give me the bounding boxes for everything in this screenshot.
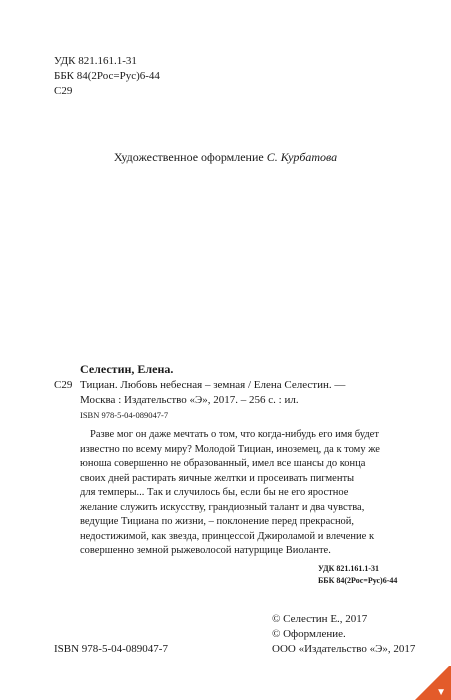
author-heading: Селестин, Елена. [80,362,174,376]
annotation-line: для темперы... Так и случилось бы, если бы не его яростное [80,487,349,498]
annotation-line: совершенно земной рыжеволосой натурщице Виоланте. [80,545,331,556]
bib-line-1: Тициан. Любовь небесная – земная / Елена Селестин. — [80,379,346,391]
annotation-line: недостижимой, как звезда, принцессой Джироламой и влечение к [80,530,375,542]
author-code-top: С29 [54,85,73,97]
annotation-line: юноша совершенно не образованный, имел все шансы до конца [80,458,366,469]
copyright-3: ООО «Издательство «Э», 2017 [272,643,416,655]
copyright-1: © Селестин Е., 2017 [272,613,368,625]
credit-name: С. Курбатова [266,150,338,164]
annotation-line: своих дней растирать яичные желтки и просеивать пигменты [80,472,355,484]
annotation-line: желание служить искусству, грандиозный талант и два чувства, [80,501,365,513]
bookmark-corner-icon: ▼ [415,666,451,700]
copyright-2: © Оформление. [272,628,346,640]
udk-code: УДК 821.161.1-31 [54,55,137,67]
annotation-line: известно по всему миру? Молодой Тициан, иноземец, да к тому же [80,443,380,455]
bib-line-2: Москва : Издательство «Э», 2017. – 256 с. : ил. [80,394,299,406]
annotation [80,428,398,559]
author-code-side: С29 [54,379,73,391]
bbk-code: ББК 84(2Рос=Рус)6-44 [54,70,160,82]
bbk-small: ББК 84(2Рос=Рус)6-44 [318,576,398,585]
isbn-bottom: ISBN 978-5-04-089047-7 [54,643,168,655]
annotation-line: ведущие Тициана по жизни, – поклонение перед прекрасной, [80,516,355,527]
udk-small: УДК 821.161.1-31 [318,564,380,573]
credit-prefix: Художественное оформление [113,150,264,164]
design-credit [0,150,451,165]
annotation-line: Разве мог он даже мечтать о том, что когда-нибудь его имя будет [90,429,379,440]
isbn-inline: ISBN 978-5-04-089047-7 [80,410,169,420]
